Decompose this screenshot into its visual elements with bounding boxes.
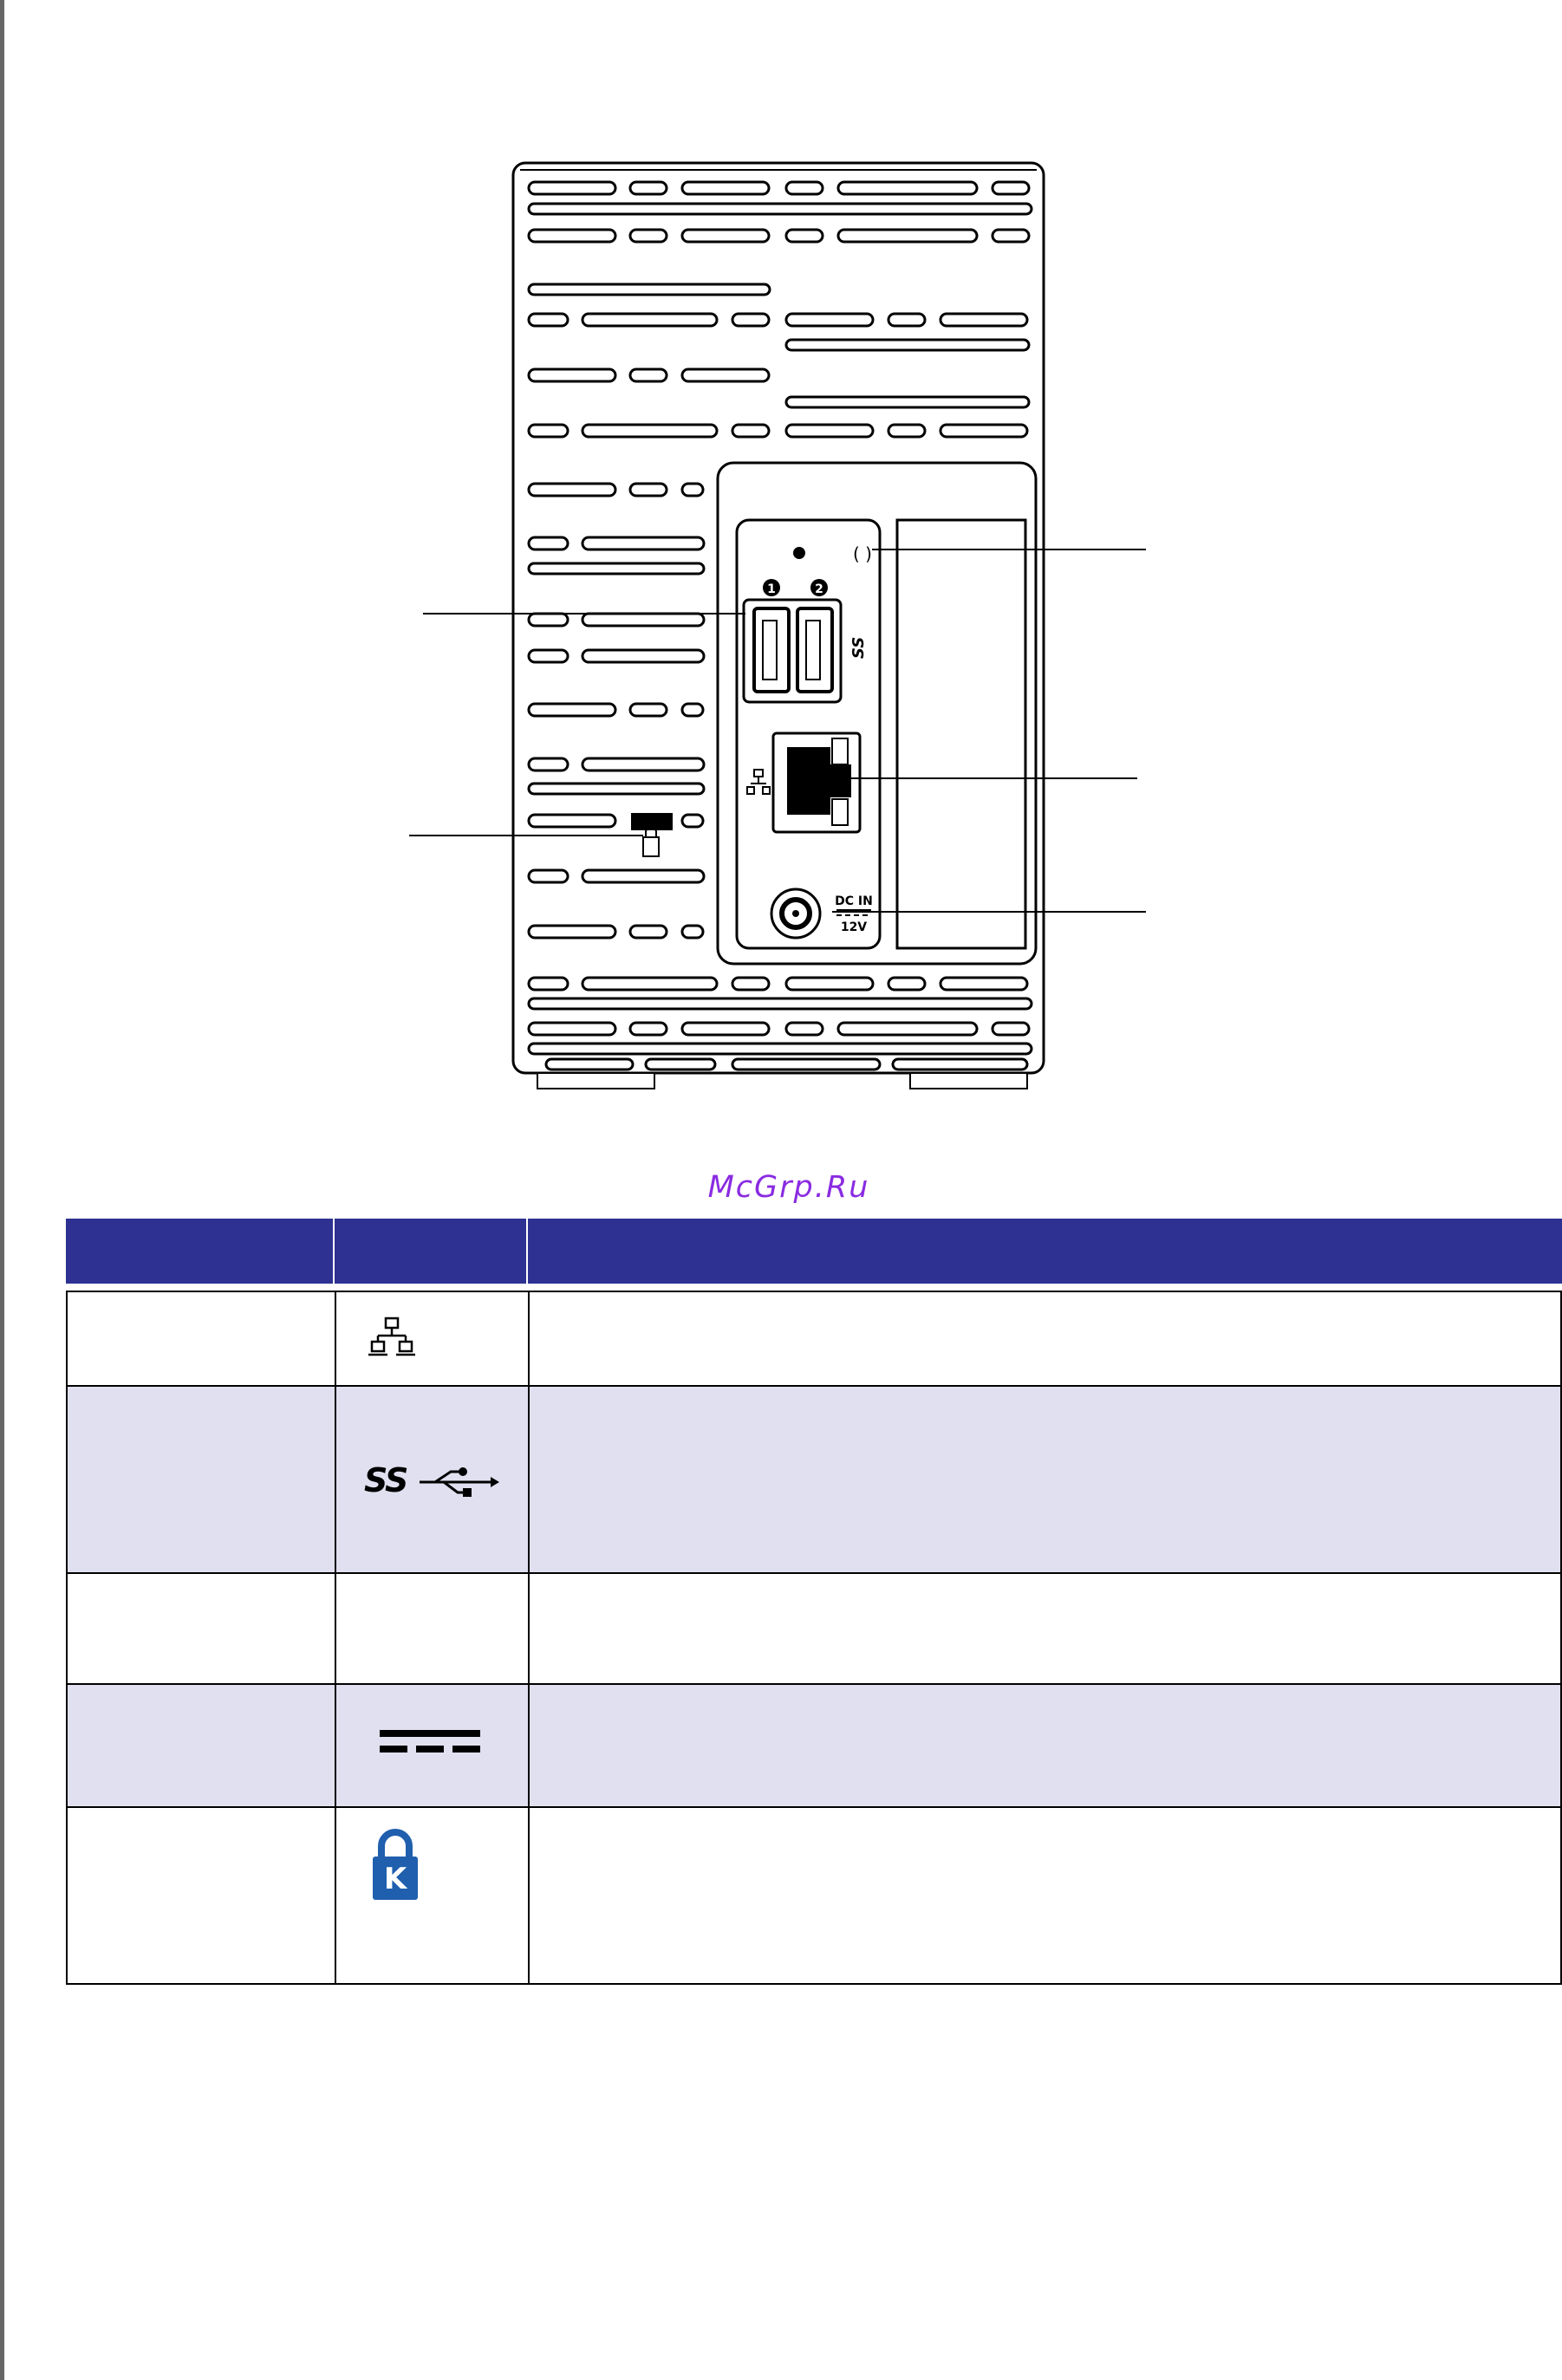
table-row	[66, 1574, 1562, 1685]
dc-power-icon	[380, 1726, 484, 1761]
device-rear-illustration	[0, 0, 1562, 1127]
kensington-lock-icon: K	[369, 1825, 421, 1903]
usb-port-2-label: 2	[815, 582, 823, 596]
header-cell-name	[66, 1219, 333, 1284]
header-cell-icon	[333, 1219, 526, 1284]
table-header-row	[66, 1219, 1562, 1284]
table-row	[66, 1685, 1562, 1808]
header-cell-description	[526, 1219, 1562, 1284]
watermark: McGrp.Ru	[707, 1170, 870, 1205]
usb-port-1-label: 1	[767, 582, 776, 596]
device-foot-left	[537, 1073, 654, 1089]
dc-in-label: DC IN	[835, 894, 873, 908]
table-row	[66, 1808, 1562, 1985]
cover-slot	[897, 520, 1025, 948]
ethernet-icon	[366, 1315, 418, 1367]
usb-superspeed-icon: SS	[364, 1460, 503, 1503]
device-foot-right	[910, 1073, 1027, 1089]
table-row	[66, 1291, 1562, 1387]
table-row	[66, 1387, 1562, 1574]
dc-voltage-label: 12V	[840, 920, 868, 934]
usb-ss-side-logo: SS	[849, 636, 868, 659]
power-led-glyph: ( )	[853, 543, 872, 564]
reset-button	[793, 547, 805, 559]
